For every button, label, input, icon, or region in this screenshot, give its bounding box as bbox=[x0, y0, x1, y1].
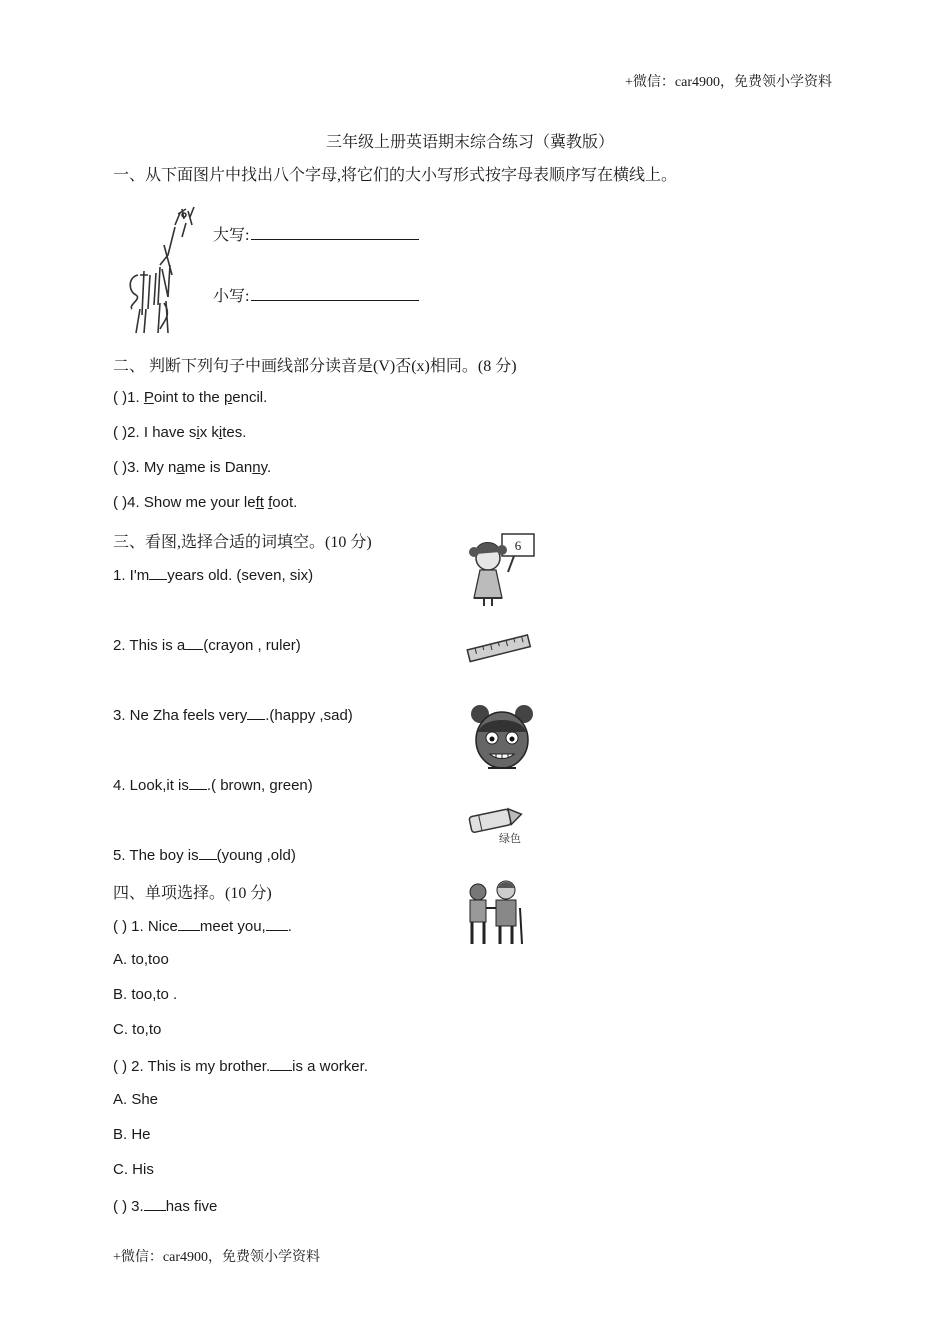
crayon-image bbox=[464, 800, 528, 848]
nezha-face-image bbox=[466, 702, 538, 774]
giraffe-letters-image bbox=[120, 205, 200, 337]
fill-item-5: 5. The boy is (young ,old) bbox=[113, 847, 296, 864]
q1-option-b[interactable]: B. too,to . bbox=[113, 986, 178, 1003]
q2-option-b[interactable]: B. He bbox=[113, 1126, 151, 1143]
footer-watermark: +微信：car4900，免费领小学资料 bbox=[113, 1250, 320, 1265]
answer-bracket[interactable]: ( ) bbox=[113, 918, 128, 935]
section2-heading: 二、 判断下列句子中画线部分读音是(V)否(x)相同。(8 分) bbox=[113, 358, 517, 375]
choice-question-2: ( ) 2. This is my brother. is a worker. bbox=[113, 1058, 368, 1075]
phonics-item-1: ( )1. Point to the pencil. bbox=[113, 389, 268, 406]
answer-bracket[interactable]: ( ) bbox=[113, 424, 128, 441]
answer-bracket[interactable]: ( ) bbox=[113, 1058, 128, 1075]
answer-bracket[interactable]: ( ) bbox=[113, 389, 128, 406]
fill-item-4: 4. Look,it is .( brown, green) bbox=[113, 777, 313, 794]
lowercase-label: 小写: bbox=[213, 288, 250, 305]
uppercase-label: 大写: bbox=[213, 227, 250, 244]
section4-heading: 四、单项选择。(10 分) bbox=[113, 885, 272, 902]
lowercase-row bbox=[213, 283, 419, 306]
blank[interactable] bbox=[266, 916, 288, 931]
uppercase-answer-line[interactable] bbox=[251, 223, 419, 240]
section3-heading: 三、看图,选择合适的词填空。(10 分) bbox=[113, 534, 372, 551]
uppercase-row bbox=[213, 222, 419, 245]
girl-with-sign-image bbox=[462, 532, 538, 608]
blank[interactable] bbox=[149, 565, 167, 580]
q2-option-c[interactable]: C. His bbox=[113, 1161, 154, 1178]
section1-heading: 一、从下面图片中找出八个字母,将它们的大小写形式按字母表顺序写在横线上。 bbox=[113, 167, 678, 184]
answer-bracket[interactable]: ( ) bbox=[113, 1198, 128, 1215]
ruler-image bbox=[466, 630, 534, 668]
q1-option-a[interactable]: A. to,too bbox=[113, 951, 169, 968]
lowercase-answer-line[interactable] bbox=[251, 284, 419, 301]
sign-number: 6 bbox=[514, 538, 522, 553]
blank[interactable] bbox=[178, 916, 200, 931]
phonics-item-2: ( )2. I have six kites. bbox=[113, 424, 247, 441]
blank[interactable] bbox=[185, 635, 203, 650]
header-watermark: +微信：car4900，免费领小学资料 bbox=[625, 75, 832, 90]
blank[interactable] bbox=[199, 845, 217, 860]
blank[interactable] bbox=[247, 705, 265, 720]
phonics-item-4: ( )4. Show me your left foot. bbox=[113, 494, 298, 511]
page-title: 三年级上册英语期末综合练习（冀教版） bbox=[326, 134, 615, 151]
answer-bracket[interactable]: ( ) bbox=[113, 494, 128, 511]
boy-and-grandpa-image bbox=[462, 878, 528, 948]
fill-item-3: 3. Ne Zha feels very .(happy ,sad) bbox=[113, 707, 353, 724]
blank[interactable] bbox=[189, 775, 207, 790]
choice-question-3: ( ) 3. has five bbox=[113, 1198, 218, 1215]
phonics-item-3: ( )3. My name is Danny. bbox=[113, 459, 272, 476]
answer-bracket[interactable]: ( ) bbox=[113, 459, 128, 476]
fill-item-2: 2. This is a (crayon , ruler) bbox=[113, 637, 301, 654]
blank[interactable] bbox=[270, 1056, 292, 1071]
blank[interactable] bbox=[144, 1196, 166, 1211]
q1-option-c[interactable]: C. to,to bbox=[113, 1021, 162, 1038]
q2-option-a[interactable]: A. She bbox=[113, 1091, 159, 1108]
choice-question-1: ( ) 1. Nice meet you, . bbox=[113, 918, 292, 935]
fill-item-1: 1. I'm years old. (seven, six) bbox=[113, 567, 314, 584]
crayon-label: 绿色 bbox=[499, 832, 521, 845]
